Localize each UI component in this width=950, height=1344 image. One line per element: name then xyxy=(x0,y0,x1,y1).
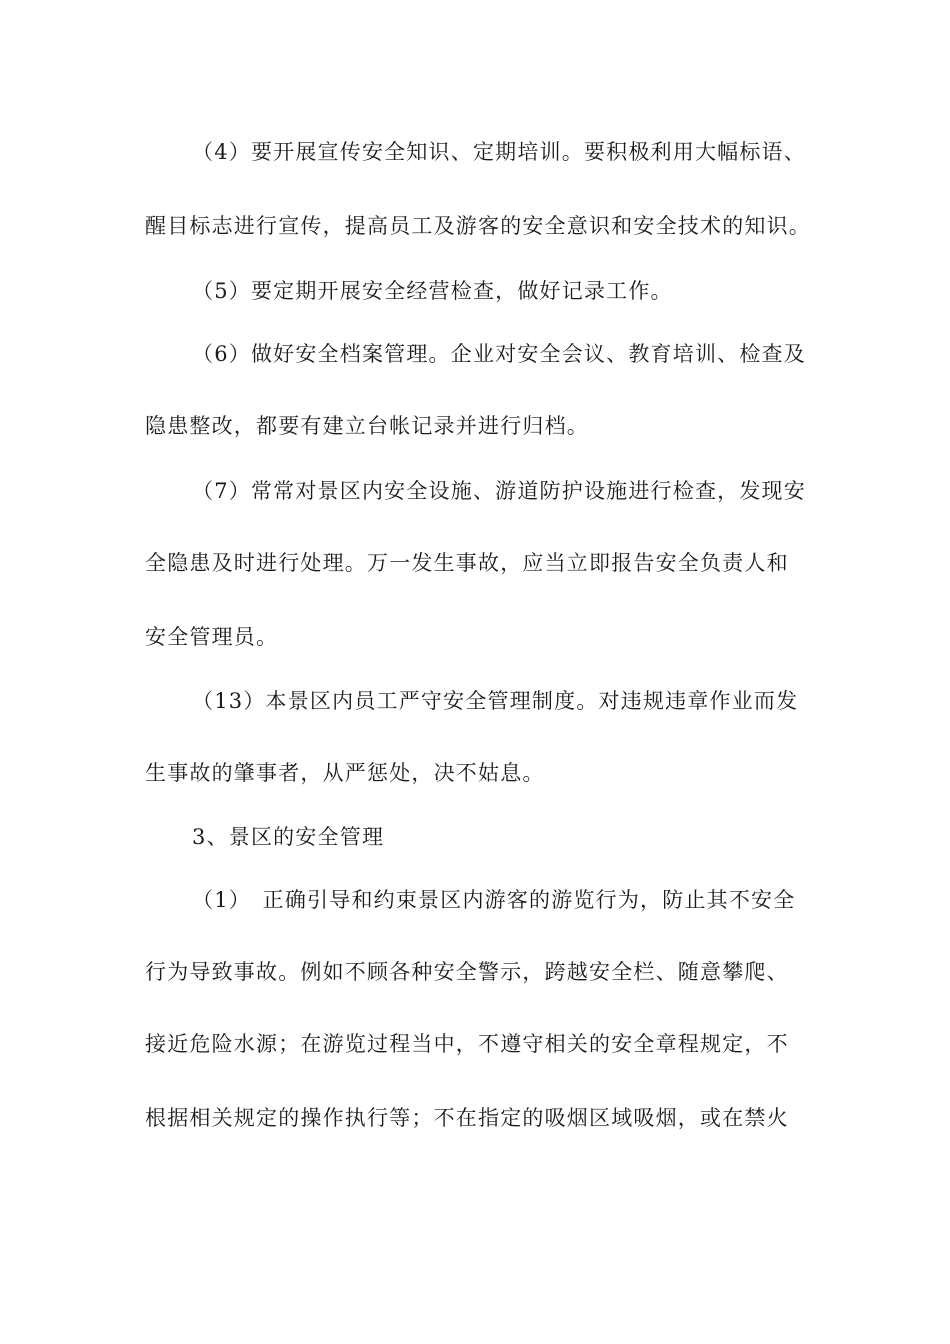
paragraph-1-line-2: 行为导致事故。例如不顾各种安全警示，跨越安全栏、随意攀爬、 xyxy=(145,960,789,984)
paragraph-13-line-2: 生事故的肇事者，从严惩处，决不姑息。 xyxy=(145,761,545,785)
section-heading-3: 3、景区的安全管理 xyxy=(192,825,385,849)
paragraph-1-line-1: （1） 正确引导和约束景区内游客的游览行为，防止其不安全 xyxy=(192,888,796,912)
paragraph-4-line-1: （4）要开展宣传安全知识、定期培训。要积极利用大幅标语、 xyxy=(192,140,806,164)
paragraph-7-line-3: 安全管理员。 xyxy=(145,625,279,649)
paragraph-7-line-2: 全隐患及时进行处理。万一发生事故，应当立即报告安全负责人和 xyxy=(145,551,789,575)
paragraph-4-line-2: 醒目标志进行宣传，提高员工及游客的安全意识和安全技术的知识。 xyxy=(145,214,811,238)
paragraph-5-line-1: （5）要定期开展安全经营检查，做好记录工作。 xyxy=(192,279,673,303)
paragraph-1-line-4: 根据相关规定的操作执行等；不在指定的吸烟区域吸烟，或在禁火 xyxy=(145,1106,789,1130)
paragraph-7-line-1: （7）常常对景区内安全设施、游道防护设施进行检查，发现安 xyxy=(192,479,806,503)
paragraph-6-line-2: 隐患整改，都要有建立台帐记录并进行归档。 xyxy=(145,414,589,438)
paragraph-6-line-1: （6）做好安全档案管理。企业对安全会议、教育培训、检查及 xyxy=(192,342,806,366)
paragraph-1-line-3: 接近危险水源；在游览过程当中，不遵守相关的安全章程规定，不 xyxy=(145,1032,789,1056)
paragraph-13-line-1: （13）本景区内员工严守安全管理制度。对违规违章作业而发 xyxy=(192,689,799,713)
